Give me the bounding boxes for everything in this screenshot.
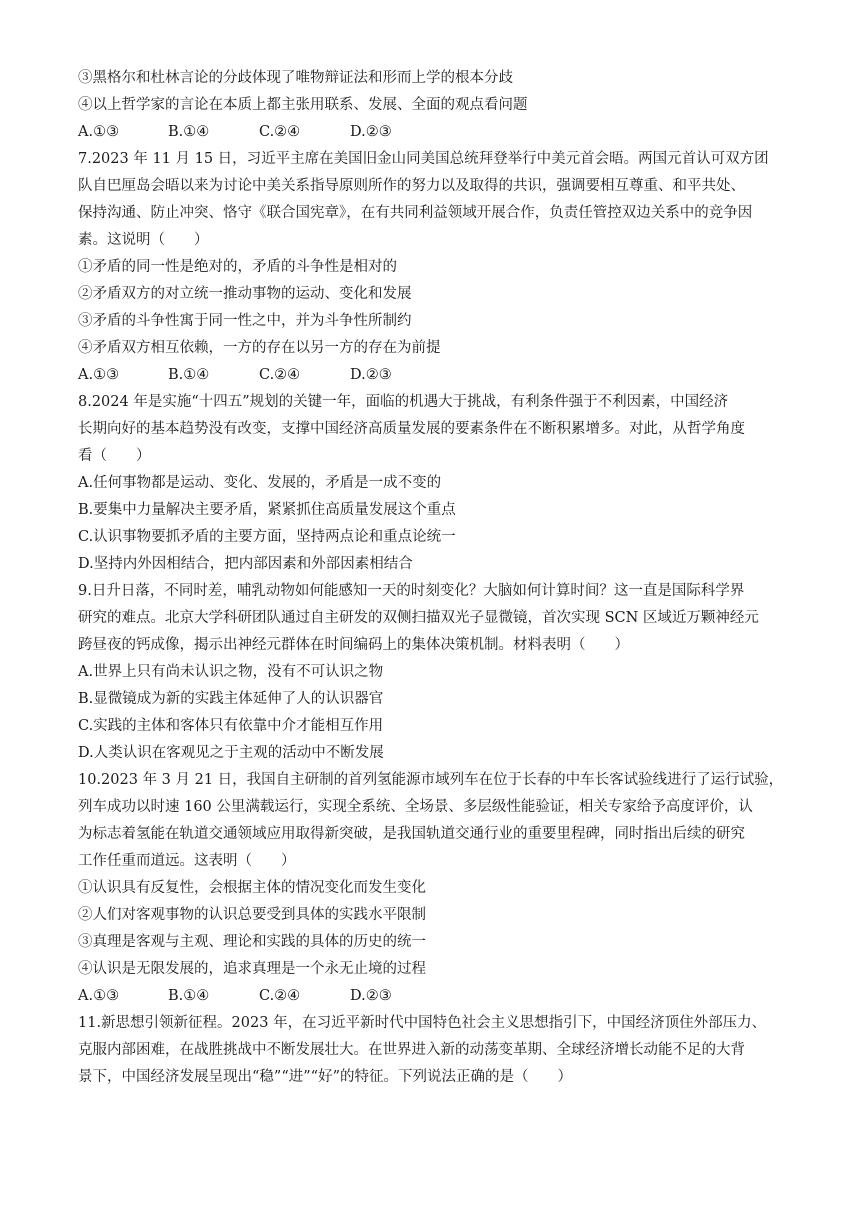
q8-choice-c[interactable]: C.认识事物要抓矛盾的主要方面，坚持两点论和重点论统一 bbox=[78, 529, 456, 545]
q7-stem-line-4: 素。这说明（ ） bbox=[78, 232, 209, 248]
q7-option-d[interactable]: D.②③ bbox=[350, 367, 392, 383]
q10-option-c[interactable]: C.②④ bbox=[259, 988, 301, 1004]
q7-item-2: ②矛盾双方的对立统一推动事物的运动、变化和发展 bbox=[78, 286, 412, 302]
q11-stem-line-1: 11.新思想引领新征程。2023 年，在习近平新时代中国特色社会主义思想指引下，中国经济顶住外部压力、 bbox=[78, 1015, 767, 1031]
q7-option-b[interactable]: B.①④ bbox=[168, 367, 210, 383]
q7-stem-line-2: 队自巴厘岛会晤以来为讨论中美关系指导原则所作的努力以及取得的共识，强调要相互尊重、和平共处、 bbox=[78, 178, 745, 194]
q6-option-c[interactable]: C.②④ bbox=[259, 124, 301, 140]
q7-item-3: ③矛盾的斗争性寓于同一性之中，并为斗争性所制约 bbox=[78, 313, 412, 329]
q9-stem-line-1: 9.日升日落，不同时差，哺乳动物如何能感知一天的时刻变化？大脑如何计算时间？这一直是国际科学界 bbox=[78, 583, 745, 599]
q6-item-3: ③黑格尔和杜林言论的分歧体现了唯物辩证法和形而上学的根本分歧 bbox=[78, 70, 513, 86]
q10-stem-line-3: 为标志着氢能在轨道交通领域应用取得新突破，是我国轨道交通行业的重要里程碑，同时指出后续的研究 bbox=[78, 826, 745, 842]
q7-stem-line-1: 7.2023 年 11 月 15 日，习近平主席在美国旧金山同美国总统拜登举行中美元首会晤。两国元首认可双方团 bbox=[78, 151, 769, 167]
q8-stem-line-3: 看（ ） bbox=[78, 448, 151, 464]
q7-option-a[interactable]: A.①③ bbox=[78, 367, 120, 383]
q10-item-4: ④认识是无限发展的，追求真理是一个永无止境的过程 bbox=[78, 961, 426, 977]
q11-stem-line-2: 克服内部困难，在战胜挑战中不断发展壮大。在世界进入新的动荡变革期、全球经济增长动能不足的大背 bbox=[78, 1042, 745, 1058]
q7-option-c[interactable]: C.②④ bbox=[259, 367, 301, 383]
q10-stem-line-2: 列车成功以时速 160 公里满载运行，实现全系统、全场景、多层级性能验证，相关专家给予高度评价，认 bbox=[78, 799, 753, 815]
q8-stem-line-1: 8.2024 年是实施“十四五”规划的关键一年，面临的机遇大于挑战，有利条件强于不利因素，中国经济 bbox=[78, 394, 729, 410]
q10-option-d[interactable]: D.②③ bbox=[350, 988, 392, 1004]
q9-choice-d[interactable]: D.人类认识在客观见之于主观的活动中不断发展 bbox=[78, 745, 384, 761]
q10-item-3: ③真理是客观与主观、理论和实践的具体的历史的统一 bbox=[78, 934, 426, 950]
q8-choice-b[interactable]: B.要集中力量解决主要矛盾，紧紧抓住高质量发展这个重点 bbox=[78, 502, 456, 518]
q10-item-1: ①认识具有反复性，会根据主体的情况变化而发生变化 bbox=[78, 880, 426, 896]
q9-stem-line-3: 跨昼夜的钙成像，揭示出神经元群体在时间编码上的集体决策机制。材料表明（ ） bbox=[78, 637, 629, 653]
q9-choice-c[interactable]: C.实践的主体和客体只有依靠中介才能相互作用 bbox=[78, 718, 384, 734]
q8-stem-line-2: 长期向好的基本趋势没有改变，支撑中国经济高质量发展的要素条件在不断积累增多。对此，从哲学角度 bbox=[78, 421, 745, 437]
q7-stem-line-3: 保持沟通、防止冲突、恪守《联合国宪章》，在有共同利益领域开展合作，负责任管控双边关系中的竞争因 bbox=[78, 205, 753, 221]
q6-item-4: ④以上哲学家的言论在本质上都主张用联系、发展、全面的观点看问题 bbox=[78, 97, 528, 113]
q10-option-b[interactable]: B.①④ bbox=[168, 988, 210, 1004]
q7-item-1: ①矛盾的同一性是绝对的，矛盾的斗争性是相对的 bbox=[78, 259, 397, 275]
q9-stem-line-2: 研究的难点。北京大学科研团队通过自主研发的双侧扫描双光子显微镜，首次实现 SCN 区域近万颗神经元 bbox=[78, 610, 759, 626]
q10-item-2: ②人们对客观事物的认识总要受到具体的实践水平限制 bbox=[78, 907, 426, 923]
q10-stem-line-4: 工作任重而道远。这表明（ ） bbox=[78, 853, 296, 869]
q10-option-a[interactable]: A.①③ bbox=[78, 988, 120, 1004]
q10-stem-line-1: 10.2023 年 3 月 21 日，我国自主研制的首列氢能源市域列车在位于长春的中车长客试验线进行了运行试验， bbox=[78, 772, 784, 788]
q8-choice-a[interactable]: A.任何事物都是运动、变化、发展的，矛盾是一成不变的 bbox=[78, 475, 442, 491]
q11-stem-line-3: 景下，中国经济发展呈现出“稳”“进”“好”的特征。下列说法正确的是（ ） bbox=[78, 1069, 572, 1085]
q7-item-4: ④矛盾双方相互依赖，一方的存在以另一方的存在为前提 bbox=[78, 340, 441, 356]
q9-choice-b[interactable]: B.显微镜成为新的实践主体延伸了人的认识器官 bbox=[78, 691, 384, 707]
q6-option-d[interactable]: D.②③ bbox=[350, 124, 392, 140]
q8-choice-d[interactable]: D.坚持内外因相结合，把内部因素和外部因素相结合 bbox=[78, 556, 413, 572]
q9-choice-a[interactable]: A.世界上只有尚未认识之物，没有不可认识之物 bbox=[78, 664, 384, 680]
q6-option-b[interactable]: B.①④ bbox=[168, 124, 210, 140]
q6-option-a[interactable]: A.①③ bbox=[78, 124, 120, 140]
